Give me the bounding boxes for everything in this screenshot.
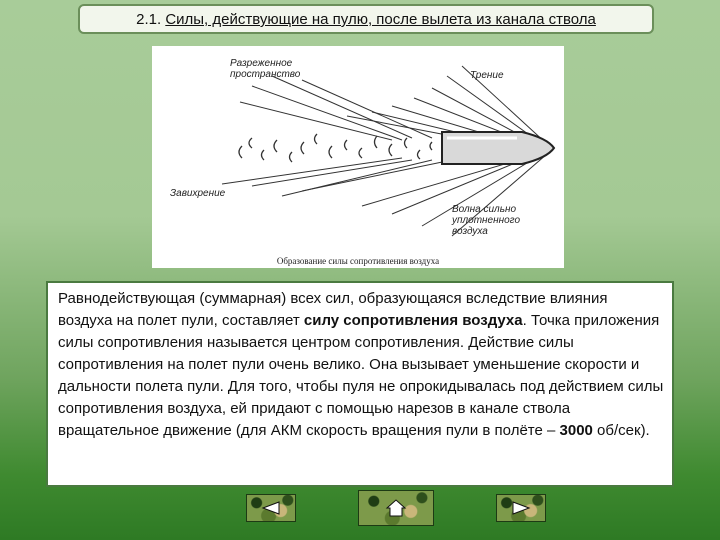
label-rarefied-space xyxy=(230,58,300,80)
label-wave-line2: уплотненного xyxy=(452,215,521,226)
label-compressed-wave xyxy=(452,204,520,237)
body-text-part3: об/сек). xyxy=(592,422,650,439)
arrow-right-icon xyxy=(511,500,531,516)
home-icon xyxy=(385,498,407,518)
next-button[interactable] xyxy=(496,494,546,522)
label-rarefied-space-line1: Разреженное xyxy=(230,58,293,69)
body-text-part2: . Точка приложения силы сопротивления называется центром сопротивления. Действие силы сопротивления на полет пули очень велико. Она вызывает уменьшение скорости и дальности полета пули. Для того, чтобы пуля не опрокидывалась под действием силы сопротивления воздуха, ей придают с помощью нарезов в канале ствола вращательное движение (для АКМ скорость вращения пули в полёте – xyxy=(58,312,664,439)
label-wave-line1: Волна сильно xyxy=(452,204,517,215)
home-button[interactable] xyxy=(358,490,434,526)
label-rarefied-space-line2: пространство xyxy=(230,69,301,80)
slide-title-text: Силы, действующие на пулю, после вылета из канала ствола xyxy=(165,11,596,28)
body-term-air-resistance: силу сопротивления воздуха xyxy=(303,312,523,329)
figure-caption: Образование силы сопротивления воздуха xyxy=(276,256,440,266)
bullet-air-resistance-figure xyxy=(152,46,564,268)
main-text-block xyxy=(46,281,674,487)
label-vortex: Завихрение xyxy=(170,188,226,199)
label-wave-line3: воздуха xyxy=(452,226,488,237)
arrow-left-icon xyxy=(261,500,281,516)
body-rotation-value: 3000 xyxy=(559,422,593,439)
slide-title-number: 2.1. xyxy=(136,11,162,28)
label-friction: Трение xyxy=(470,70,504,81)
vortex-swirls xyxy=(239,134,432,162)
prev-button[interactable] xyxy=(246,494,296,522)
body-text-part1: Равнодействующая (суммарная) всех сил, образующаяся вследствие влияния воздуха на полет пули, составляет xyxy=(58,290,608,329)
slide-title xyxy=(78,4,654,34)
